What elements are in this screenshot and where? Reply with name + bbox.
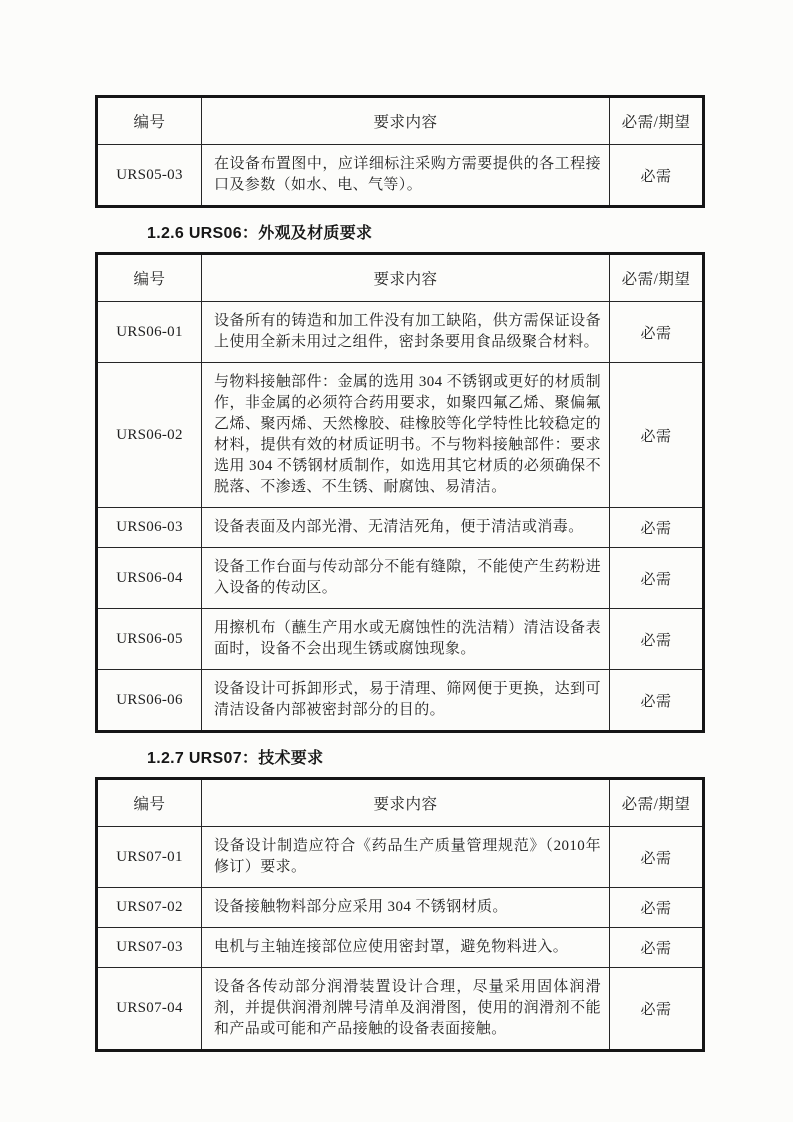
requirement-level: 必需 [610,508,704,548]
requirements-table-urs05 [95,95,705,208]
requirement-content: 设备设计可拆卸形式，易于清理、筛网便于更换，达到可清洁设备内部被密封部分的目的。 [202,670,610,732]
table-row [97,145,704,207]
requirement-id: URS07-01 [97,827,202,888]
table-row [97,508,704,548]
col-header-level: 必需/期望 [610,254,704,302]
requirement-level: 必需 [610,548,704,609]
col-header-id: 编号 [97,779,202,827]
table-row [97,363,704,508]
requirement-level: 必需 [610,363,704,508]
requirement-id: URS06-04 [97,548,202,609]
requirement-id: URS05-03 [97,145,202,207]
requirement-level: 必需 [610,670,704,732]
requirement-content: 设备各传动部分润滑装置设计合理，尽量采用固体润滑剂，并提供润滑剂牌号清单及润滑图，使用的润滑剂不能和产品或可能和产品接触的设备表面接触。 [202,968,610,1051]
requirement-level: 必需 [610,302,704,363]
requirements-table-urs07 [95,777,705,1052]
requirement-id: URS07-04 [97,968,202,1051]
requirement-content: 设备设计制造应符合《药品生产质量管理规范》（2010年修订）要求。 [202,827,610,888]
requirement-id: URS07-03 [97,928,202,968]
col-header-level: 必需/期望 [610,97,704,145]
table-header-row [97,779,704,827]
table-row [97,670,704,732]
requirements-table-urs06 [95,252,705,733]
col-header-content: 要求内容 [202,254,610,302]
requirement-content: 设备表面及内部光滑、无清洁死角，便于清洁或消毒。 [202,508,610,548]
requirement-id: URS06-06 [97,670,202,732]
requirement-content: 设备工作台面与传动部分不能有缝隙，不能使产生药粉进入设备的传动区。 [202,548,610,609]
requirement-level: 必需 [610,145,704,207]
section-heading-urs07: 1.2.7 URS07：技术要求 [147,750,324,767]
table-header-row [97,254,704,302]
col-header-level: 必需/期望 [610,779,704,827]
requirement-content: 设备所有的铸造和加工件没有加工缺陷，供方需保证设备上使用全新未用过之组件，密封条要用食品级聚合材料。 [202,302,610,363]
requirement-level: 必需 [610,928,704,968]
requirement-content: 在设备布置图中，应详细标注采购方需要提供的各工程接口及参数（如水、电、气等）。 [202,145,610,207]
table-row [97,968,704,1051]
section-heading-urs06: 1.2.6 URS06：外观及材质要求 [147,225,373,242]
table-row [97,609,704,670]
table-row [97,548,704,609]
table-header-row [97,97,704,145]
requirement-id: URS06-01 [97,302,202,363]
col-header-content: 要求内容 [202,779,610,827]
requirement-content: 与物料接触部件：金属的选用 304 不锈钢或更好的材质制作，非金属的必须符合药用要求，如聚四氟乙烯、聚偏氟乙烯、聚丙烯、天然橡胶、硅橡胶等化学特性比较稳定的材料，提供有效的材质证明书。不与物料接触部件：要求选用 304 不锈钢材质制作，如选用其它材质的必须确保不脱落、不渗透、不生锈、耐腐蚀、易清洁。 [202,363,610,508]
requirement-level: 必需 [610,968,704,1051]
col-header-id: 编号 [97,254,202,302]
requirement-content: 电机与主轴连接部位应使用密封罩，避免物料进入。 [202,928,610,968]
requirement-level: 必需 [610,888,704,928]
requirement-content: 用擦机布（蘸生产用水或无腐蚀性的洗洁精）清洁设备表面时，设备不会出现生锈或腐蚀现象。 [202,609,610,670]
requirement-content: 设备接触物料部分应采用 304 不锈钢材质。 [202,888,610,928]
col-header-content: 要求内容 [202,97,610,145]
table-row [97,928,704,968]
table-row [97,302,704,363]
requirement-id: URS06-02 [97,363,202,508]
table-row [97,827,704,888]
requirement-id: URS07-02 [97,888,202,928]
table-row [97,888,704,928]
requirement-id: URS06-05 [97,609,202,670]
col-header-id: 编号 [97,97,202,145]
requirement-level: 必需 [610,609,704,670]
requirement-id: URS06-03 [97,508,202,548]
requirement-level: 必需 [610,827,704,888]
